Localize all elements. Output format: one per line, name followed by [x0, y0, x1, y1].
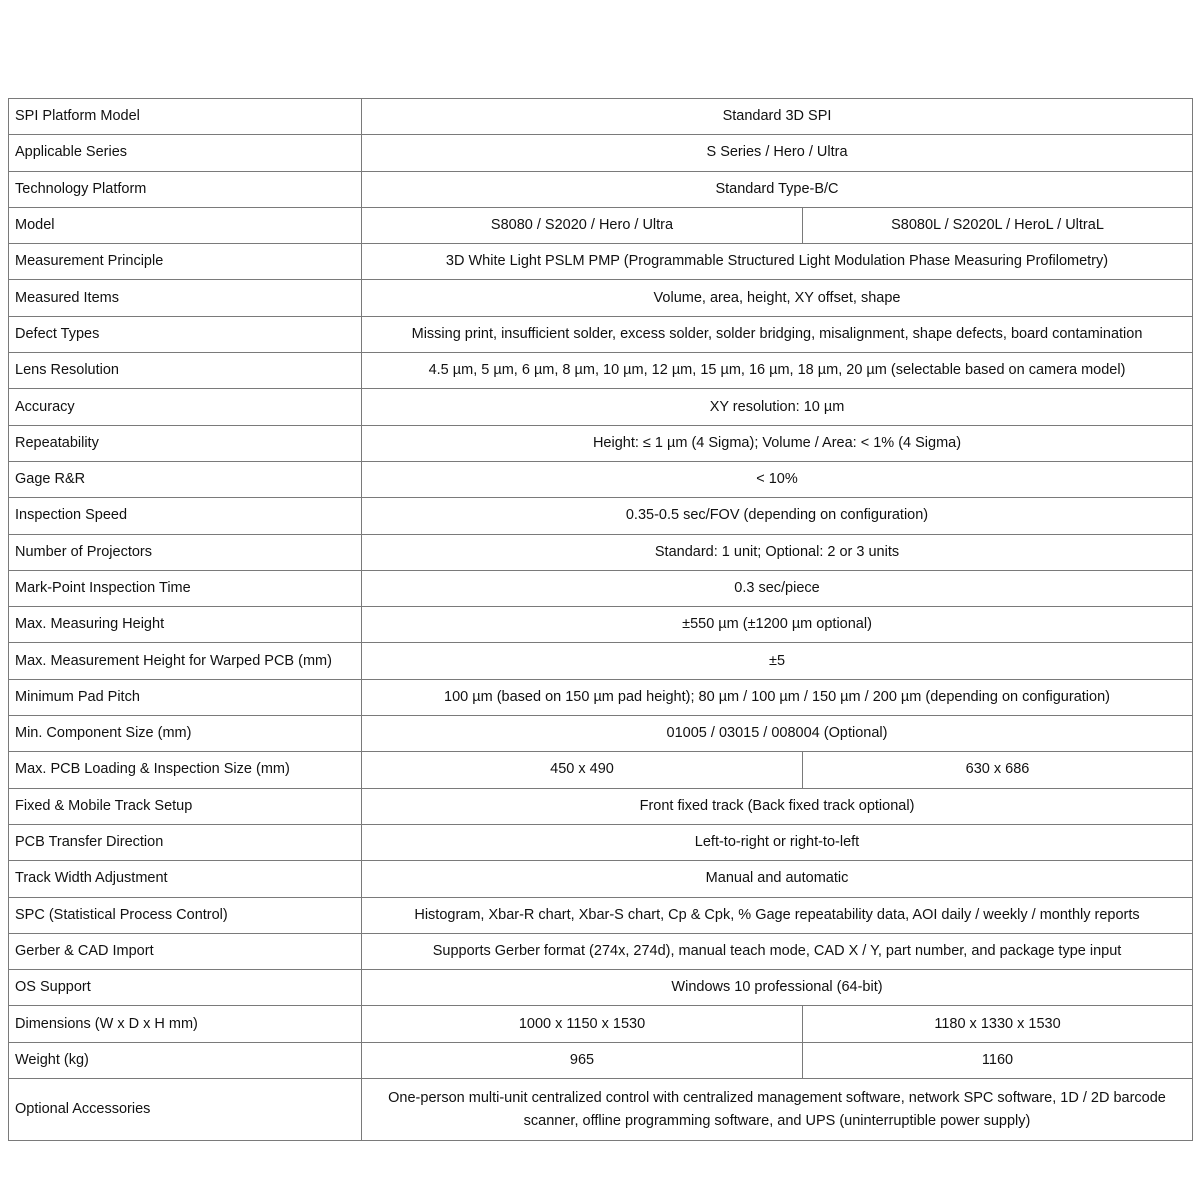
spec-label: Number of Projectors: [9, 534, 362, 570]
spec-label: Mark-Point Inspection Time: [9, 570, 362, 606]
spec-label: Gage R&R: [9, 461, 362, 497]
spec-row: [9, 1079, 1193, 1141]
spec-label: Min. Component Size (mm): [9, 716, 362, 752]
spec-value: 1000 x 1150 x 1530: [362, 1006, 803, 1042]
spec-value: Supports Gerber format (274x, 274d), manual teach mode, CAD X / Y, part number, and package type input: [362, 933, 1193, 969]
spec-value: XY resolution: 10 µm: [362, 389, 1193, 425]
spec-value: 450 x 490: [362, 752, 803, 788]
spec-row: [9, 570, 1193, 606]
spec-label: Measurement Principle: [9, 244, 362, 280]
spec-value: 4.5 µm, 5 µm, 6 µm, 8 µm, 10 µm, 12 µm, 15 µm, 16 µm, 18 µm, 20 µm (selectable based on camera model): [362, 353, 1193, 389]
spec-value: 3D White Light PSLM PMP (Programmable Structured Light Modulation Phase Measuring Profilometry): [362, 244, 1193, 280]
spec-label: Defect Types: [9, 316, 362, 352]
spec-row: [9, 99, 1193, 135]
spec-label: Inspection Speed: [9, 498, 362, 534]
spec-value: Height: ≤ 1 µm (4 Sigma); Volume / Area: < 1% (4 Sigma): [362, 425, 1193, 461]
spec-value: S8080L / S2020L / HeroL / UltraL: [803, 207, 1193, 243]
spec-label: Accuracy: [9, 389, 362, 425]
spec-value: S Series / Hero / Ultra: [362, 135, 1193, 171]
spec-row: [9, 244, 1193, 280]
spec-value: Standard: 1 unit; Optional: 2 or 3 units: [362, 534, 1193, 570]
spec-value: 0.3 sec/piece: [362, 570, 1193, 606]
spec-value: 630 x 686: [803, 752, 1193, 788]
spec-row: [9, 824, 1193, 860]
spec-label: Track Width Adjustment: [9, 861, 362, 897]
spec-label: Max. Measurement Height for Warped PCB (mm): [9, 643, 362, 679]
spec-label: SPI Platform Model: [9, 99, 362, 135]
spec-row: [9, 679, 1193, 715]
spec-row: [9, 1006, 1193, 1042]
spec-label: Fixed & Mobile Track Setup: [9, 788, 362, 824]
spec-row: [9, 171, 1193, 207]
spec-label: Max. Measuring Height: [9, 607, 362, 643]
spec-value: Standard 3D SPI: [362, 99, 1193, 135]
spec-label: PCB Transfer Direction: [9, 824, 362, 860]
spec-label: Lens Resolution: [9, 353, 362, 389]
spec-row: [9, 534, 1193, 570]
spec-label: Measured Items: [9, 280, 362, 316]
spec-label: Minimum Pad Pitch: [9, 679, 362, 715]
spec-label: SPC (Statistical Process Control): [9, 897, 362, 933]
spec-row: [9, 425, 1193, 461]
spec-value: Histogram, Xbar-R chart, Xbar-S chart, Cp & Cpk, % Gage repeatability data, AOI daily / weekly / monthly reports: [362, 897, 1193, 933]
spec-value: 100 µm (based on 150 µm pad height); 80 µm / 100 µm / 150 µm / 200 µm (depending on configuration): [362, 679, 1193, 715]
spec-table-body: [9, 99, 1193, 1141]
spec-row: [9, 1042, 1193, 1078]
spec-value: One-person multi-unit centralized control with centralized management software, network SPC software, 1D / 2D barcode scanner, offline programming software, and UPS (uninterruptible power supply): [362, 1079, 1193, 1141]
spec-label: Applicable Series: [9, 135, 362, 171]
spec-row: [9, 461, 1193, 497]
spec-label: Dimensions (W x D x H mm): [9, 1006, 362, 1042]
spec-value: Windows 10 professional (64-bit): [362, 970, 1193, 1006]
spec-label: Gerber & CAD Import: [9, 933, 362, 969]
spec-label: Repeatability: [9, 425, 362, 461]
spec-value: Front fixed track (Back fixed track optional): [362, 788, 1193, 824]
spec-row: [9, 752, 1193, 788]
spec-label: Weight (kg): [9, 1042, 362, 1078]
spec-row: [9, 607, 1193, 643]
spec-value: Missing print, insufficient solder, excess solder, solder bridging, misalignment, shape defects, board contamination: [362, 316, 1193, 352]
spec-value: Manual and automatic: [362, 861, 1193, 897]
spec-value: 1180 x 1330 x 1530: [803, 1006, 1193, 1042]
spec-row: [9, 207, 1193, 243]
spec-row: [9, 788, 1193, 824]
spec-row: [9, 861, 1193, 897]
spec-value: 0.35-0.5 sec/FOV (depending on configuration): [362, 498, 1193, 534]
spec-label: Max. PCB Loading & Inspection Size (mm): [9, 752, 362, 788]
spec-row: [9, 970, 1193, 1006]
spec-value: Standard Type-B/C: [362, 171, 1193, 207]
spec-value: 1160: [803, 1042, 1193, 1078]
spec-row: [9, 316, 1193, 352]
spec-value: ±5: [362, 643, 1193, 679]
spec-value: 965: [362, 1042, 803, 1078]
spec-value: 01005 / 03015 / 008004 (Optional): [362, 716, 1193, 752]
spec-row: [9, 933, 1193, 969]
spec-row: [9, 498, 1193, 534]
spec-row: [9, 389, 1193, 425]
spec-label: Model: [9, 207, 362, 243]
spec-table: [8, 98, 1193, 1141]
spec-row: [9, 897, 1193, 933]
spec-label: OS Support: [9, 970, 362, 1006]
spec-row: [9, 135, 1193, 171]
spec-value: ±550 µm (±1200 µm optional): [362, 607, 1193, 643]
spec-value: < 10%: [362, 461, 1193, 497]
spec-value: Volume, area, height, XY offset, shape: [362, 280, 1193, 316]
spec-value: Left-to-right or right-to-left: [362, 824, 1193, 860]
spec-row: [9, 643, 1193, 679]
spec-value: S8080 / S2020 / Hero / Ultra: [362, 207, 803, 243]
spec-label: Technology Platform: [9, 171, 362, 207]
spec-row: [9, 353, 1193, 389]
spec-label: Optional Accessories: [9, 1079, 362, 1141]
spec-row: [9, 280, 1193, 316]
spec-row: [9, 716, 1193, 752]
